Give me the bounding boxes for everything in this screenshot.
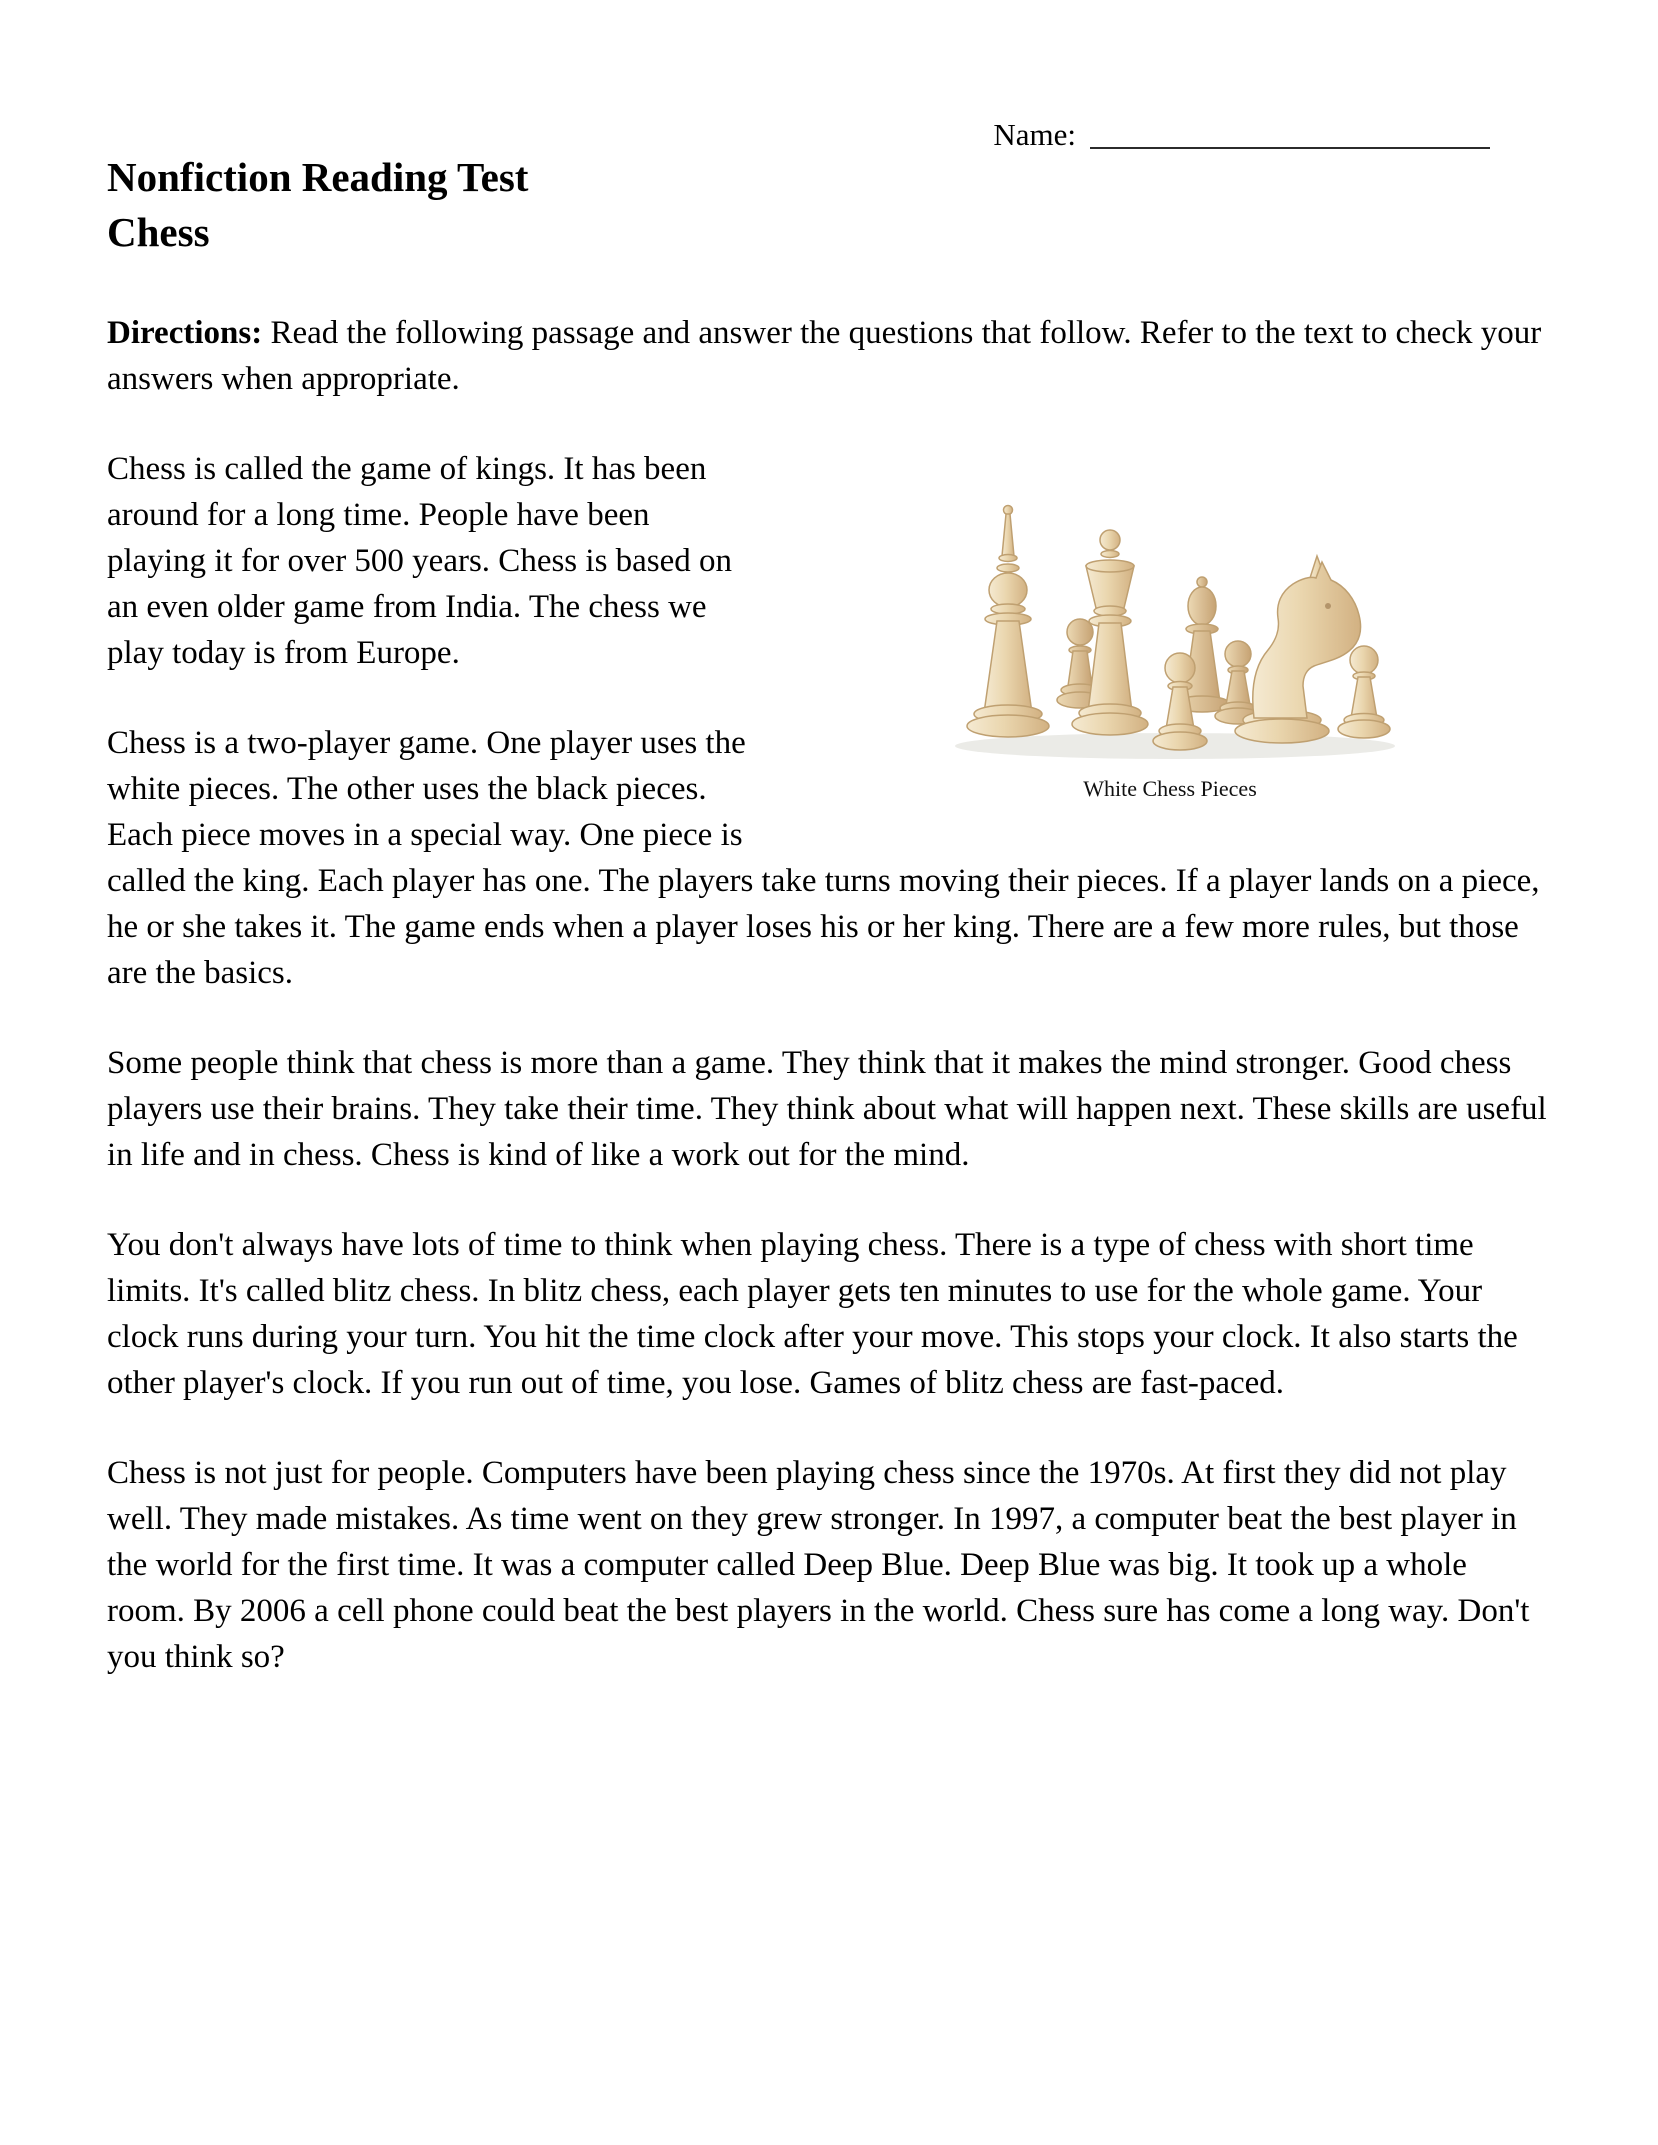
chess-pieces-figure [790, 454, 1550, 832]
king-piece [967, 506, 1049, 738]
name-row [993, 116, 1490, 154]
page-subtitle: Chess [107, 209, 210, 255]
passage-paragraph-1: Chess is called the game of kings. It has been around for a long time. People have been playing it for over 500 years. Chess is based on an even older game from India. The chess we play today is from Europe. [107, 451, 733, 671]
name-blank-line [1090, 117, 1490, 149]
page-title: Nonfiction Reading Test [107, 154, 529, 200]
right-pawn-piece [1338, 646, 1390, 738]
name-label: Name: [993, 117, 1076, 152]
title-block [107, 150, 1550, 260]
chess-pieces-image [940, 454, 1400, 764]
passage-paragraph-2: Chess is a two-player game. One player uses the white pieces. The other uses the black pieces. Each piece moves in a special way. One piece is called the king. Each player has one. The players take turns moving their pieces. If a player lands on a piece, he or she takes it. The game ends when a player loses his or her king. There are a few more rules, but those are the basics. [107, 725, 1540, 991]
directions-paragraph [107, 310, 1550, 402]
directions-label: Directions: [107, 315, 263, 351]
passage-paragraph-4: You don't always have lots of time to think when playing chess. There is a type of chess with short time limits. It's called blitz chess. In blitz chess, each player gets ten minutes to use for the whole game. Your clock runs during your turn. You hit the time clock after your move. This stops your clock. It also starts the other player's clock. If you run out of time, you lose. Games of blitz chess are fast-paced. [107, 1227, 1518, 1401]
passage-paragraph-5: Chess is not just for people. Computers have been playing chess since the 1970s. At first they did not play well. They made mistakes. As time went on they grew stronger. In 1997, a computer beat the best player in the world for the first time. It was a computer called Deep Blue. Deep Blue was big. It took up a whole room. By 2006 a cell phone could beat the best players in the world. Chess sure has come a long way. Don't you think so? [107, 1455, 1530, 1675]
knight-piece [1235, 556, 1361, 743]
passage-paragraph-3: Some people think that chess is more than a game. They think that it makes the mind stronger. Good chess players use their brains. They take their time. They think about what will happen next. These skills are useful in life and in chess. Chess is kind of like a work out for the mind. [107, 1045, 1547, 1173]
figure-caption: White Chess Pieces [1083, 776, 1257, 801]
directions-text: Read the following passage and answer the questions that follow. Refer to the text to check your answers when appropriate. [107, 315, 1542, 397]
